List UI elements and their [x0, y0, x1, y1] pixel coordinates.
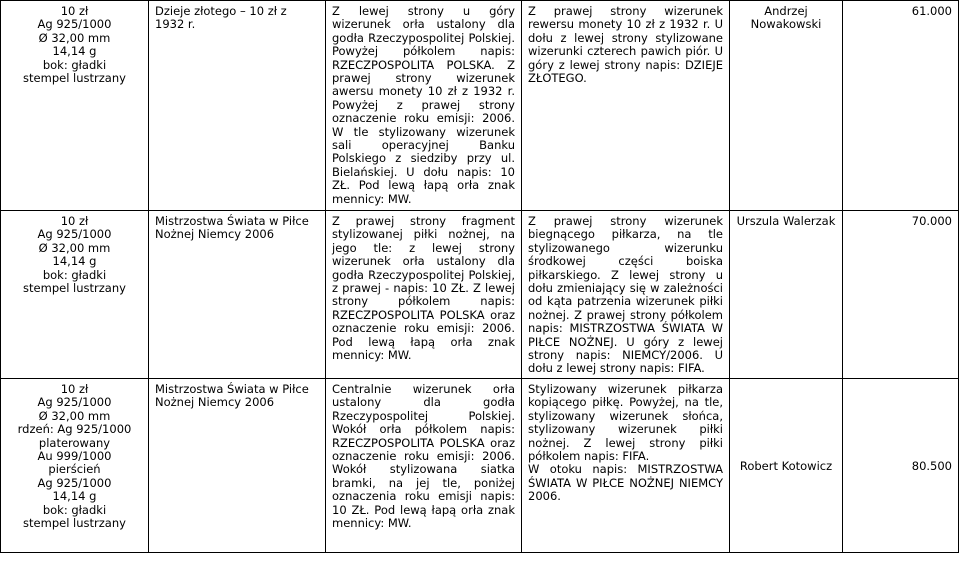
coin-title-cell: Mistrzostwa Świata w Piłce Nożnej Niemcy 2006	[149, 211, 326, 379]
spec-line: platerowany	[38, 435, 111, 450]
obverse-description-cell: Z lewej strony u góry wizerunek orła ustalony dla godła Rzeczypospolitej Polskiej. Powyżej półkolem napis: RZECZPOSPOLITA POLSKA. Z prawej strony wizerunek awersu monety 10 zł z 1932 r. Powyżej z prawej strony oznaczenie roku emisji: 2006. W tle stylizowany wizerunek sali operacyjnej Banku Polskiego z siedziby przy ul. Bielańskiej. U dołu napis: 10 ZŁ. Pod lewą łapą orła znak mennicy: MW.	[326, 1, 522, 211]
spec-line: Ø 32,00 mm	[38, 408, 111, 423]
table-row	[1, 1, 959, 211]
reverse-description-cell: Z prawej strony wizerunek biegnącego piłkarza, na tle stylizowanego wizerunku środkowej części boiska piłkarskiego. Z lewej strony u dołu zmieniający się w zależności od kąta patrzenia wizerunek piłki nożnej. Z prawej strony półkolem napis: MISTRZOSTWA ŚWIATA W PIŁCE NOŻNEJ. U góry z lewej strony napis: NIEMCY/2006. U dołu z lewej strony napis: FIFA.	[522, 211, 730, 379]
spec-line: stempel lustrzany	[23, 71, 126, 86]
mintage-cell: 70.000	[843, 211, 959, 379]
spec-line: Ag 925/1000	[37, 395, 112, 410]
mintage-cell: 61.000	[843, 1, 959, 211]
spec-line: stempel lustrzany	[23, 515, 126, 530]
reverse-description-cell: Stylizowany wizerunek piłkarza kopiącego piłkę. Powyżej, na tle, stylizowany wizerunek słońca, stylizowany wizerunek piłki nożnej. Z lewej strony piłki półkolem napis: FIFA. W otoku napis: MISTRZOSTWA ŚWIATA W PIŁCE NOŻNEJ NIEMCY 2006.	[522, 378, 730, 552]
spec-line: Au 999/1000	[37, 448, 112, 463]
spec-line: Ø 32,00 mm	[38, 240, 111, 255]
coin-title-cell: Mistrzostwa Świata w Piłce Nożnej Niemcy 2006	[149, 378, 326, 552]
table-row	[1, 378, 959, 552]
spec-line: 14,14 g	[52, 489, 97, 504]
spec-line: bok: gładki	[42, 267, 107, 282]
coin-spec-cell	[1, 211, 149, 379]
spec-line: bok: gładki	[42, 502, 107, 517]
designer-cell: Robert Kotowicz	[730, 378, 843, 552]
spec-line: Ag 925/1000	[37, 17, 112, 32]
spec-line: Ag 925/1000	[37, 475, 112, 490]
table-row	[1, 211, 959, 379]
coin-title-cell: Dzieje złotego – 10 zł z 1932 r.	[149, 1, 326, 211]
spec-line: bok: gładki	[42, 57, 107, 72]
coin-spec-cell	[1, 1, 149, 211]
spec-line: 14,14 g	[52, 44, 97, 59]
spec-line: Ø 32,00 mm	[38, 30, 111, 45]
mintage-cell: 80.500	[843, 378, 959, 552]
coin-spec-cell	[1, 378, 149, 552]
spec-line: Ag 925/1000	[37, 227, 112, 242]
spec-line: stempel lustrzany	[23, 281, 126, 296]
spec-line: rdzeń: Ag 925/1000	[17, 422, 132, 437]
spec-line: pierścień	[48, 462, 101, 477]
designer-cell: Urszula Walerzak	[730, 211, 843, 379]
spec-line: 10 zł	[60, 214, 89, 228]
spec-line: 10 zł	[60, 4, 89, 18]
obverse-description-cell: Centralnie wizerunek orła ustalony dla godła Rzeczypospolitej Polskiej. Wokół orła półkolem napis: RZECZPOSPOLITA POLSKA oraz oznaczenie roku emisji: 2006. Wokół stylizowana siatka bramki, na jej tle, poniżej oznaczenia roku emisji napis: 10 ZŁ. Pod lewą łapą orła znak mennicy: MW.	[326, 378, 522, 552]
reverse-description-cell: Z prawej strony wizerunek rewersu monety 10 zł z 1932 r. U dołu z lewej strony stylizowane wizerunki czterech pawich piór. U góry z lewej strony napis: DZIEJE ZŁOTEGO.	[522, 1, 730, 211]
obverse-description-cell: Z prawej strony fragment stylizowanej piłki nożnej, na jego tle: z lewej strony wizerunek orła ustalony dla godła Rzeczypospolitej Polskiej, z prawej - napis: 10 ZŁ. Z lewej strony półkolem napis: RZECZPOSPOLITA POLSKA oraz oznaczenie roku emisji: 2006. Pod lewą łapą orła znak mennicy: MW.	[326, 211, 522, 379]
spec-line: 10 zł	[60, 381, 89, 396]
designer-cell: Andrzej Nowakowski	[730, 1, 843, 211]
spec-line: 14,14 g	[52, 254, 97, 269]
